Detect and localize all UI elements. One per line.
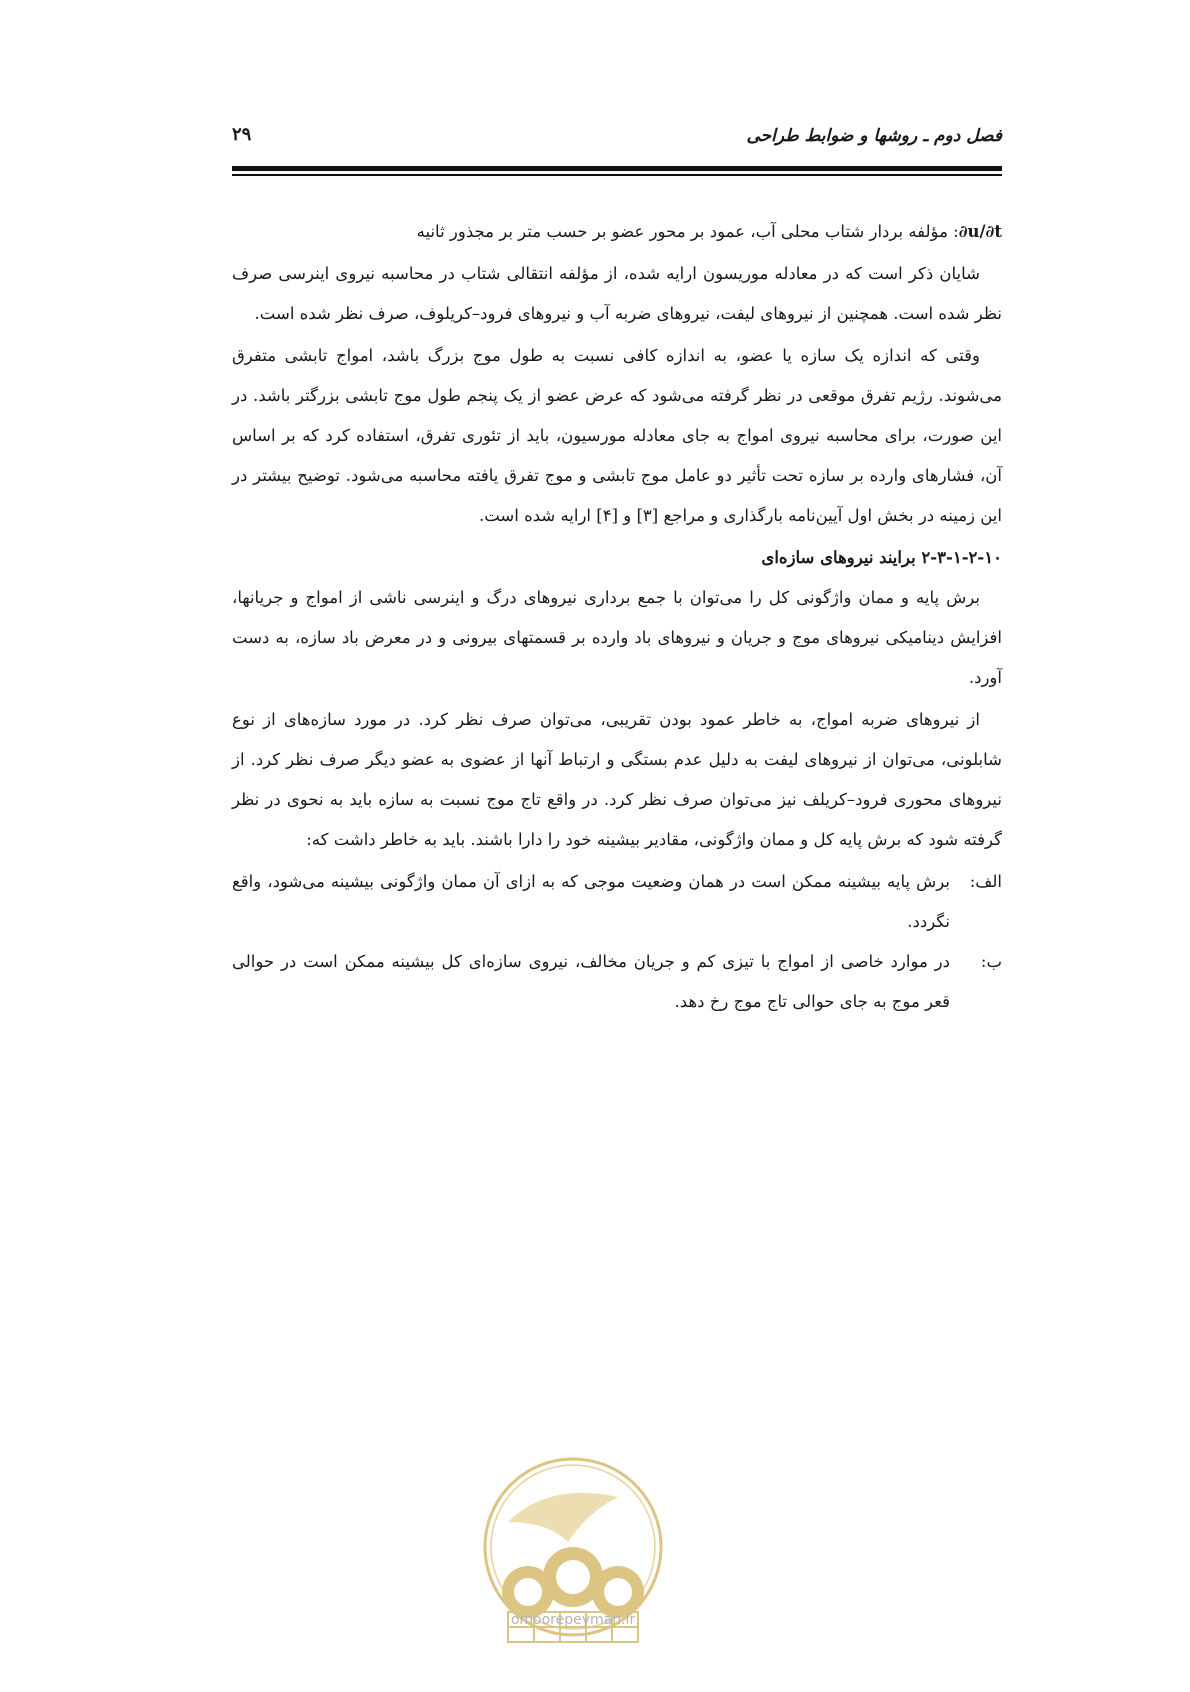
list-item-label: الف: bbox=[969, 872, 1002, 891]
body-text bbox=[232, 212, 1002, 1022]
section-heading: ۲-۳-۱-۲-۱۰ برایند نیروهای سازه‌ای bbox=[761, 548, 1002, 567]
watermark-logo bbox=[468, 1452, 678, 1692]
definition-line bbox=[232, 212, 1002, 252]
header-rule-thick bbox=[232, 166, 1002, 171]
page-number: ۲۹ bbox=[232, 124, 252, 145]
header-rule-thin bbox=[232, 174, 1002, 176]
list-item-label: ب: bbox=[980, 952, 1002, 971]
list-item bbox=[232, 862, 1002, 942]
running-header bbox=[232, 122, 1002, 156]
paragraph: وقتی که اندازه یک سازه یا عضو، به اندازه کافی نسبت به طول موج بزرگ باشد، امواج تابشی متفرق می‌شوند. رژیم تفرق موقعی در نظر گرفته می‌شود که عرض عضو از یک پنجم طول موج تابشی بزرگتر باشد. در این صورت، برای محاسبه نیروی امواج به جای معادله مورسیون، باید از تئوری تفرق، استفاده کرد که بر اساس آن، فشارهای وارده بر سازه تحت تأثیر دو عامل موج تابشی و موج تفرق یافته محاسبه می‌شود. توضیح بیشتر در این زمینه در بخش اول آیین‌نامه بارگذاری و مراجع [۳] و [۴] ارایه شده است. bbox=[232, 346, 1002, 525]
list-item-text: برش پایه بیشینه ممکن است در همان وضعیت موجی که به ازای آن ممان واژگونی بیشینه می‌شود، واقع نگردد. bbox=[232, 872, 950, 931]
chapter-title: فصل دوم ـ روشها و ضوابط طراحی bbox=[746, 126, 1002, 146]
definition-text: : مؤلفه بردار شتاب محلی آب، عمود بر محور عضو بر حسب متر بر مجذور ثانیه bbox=[416, 222, 959, 241]
list-item bbox=[232, 942, 1002, 1022]
symbol-du-dt: ∂u/∂t bbox=[958, 222, 1002, 241]
paragraph: از نیروهای ضربه امواج، به خاطر عمود بودن تقریبی، می‌توان صرف نظر کرد. در مورد سازه‌های از نوع شابلونی، می‌توان از نیروهای لیفت به دلیل عدم بستگی و ارتباط آنها از عضوی به عضو دیگر صرف نظر کرد. از نیروهای محوری فرود–کریلف نیز می‌توان صرف نظر کرد. در واقع تاج موج نسبت به سازه باید به نحوی در نظر گرفته شود که برش پایه کل و ممان واژگونی، مقادیر بیشینه خود را دارا باشند. باید به خاطر داشت که: bbox=[232, 710, 1002, 849]
list-item-text: در موارد خاصی از امواج با تیزی کم و جریان مخالف، نیروی سازه‌ای کل بیشینه ممکن است در حوالی قعر موج به جای حوالی تاج موج رخ دهد. bbox=[232, 952, 950, 1011]
paragraph: برش پایه و ممان واژگونی کل را می‌توان با جمع برداری نیروهای درگ و اینرسی ناشی از امواج و جریانها، افزایش دینامیکی نیروهای موج و جریان و نیروهای باد وارده بر قسمتهای بیرونی و در معرض باد سازه، به دست آورد. bbox=[232, 588, 1002, 687]
watermark-caption: omoorepeyman.ir bbox=[510, 1612, 636, 1628]
paragraph: شایان ذکر است که در معادله موریسون ارایه شده، از مؤلفه انتقالی شتاب در محاسبه نیروی اینرسی صرف نظر شده است. همچنین از نیروهای لیفت، نیروهای ضربه آب و نیروهای فرود–کریلوف، صرف نظر شده است. bbox=[232, 264, 1002, 323]
